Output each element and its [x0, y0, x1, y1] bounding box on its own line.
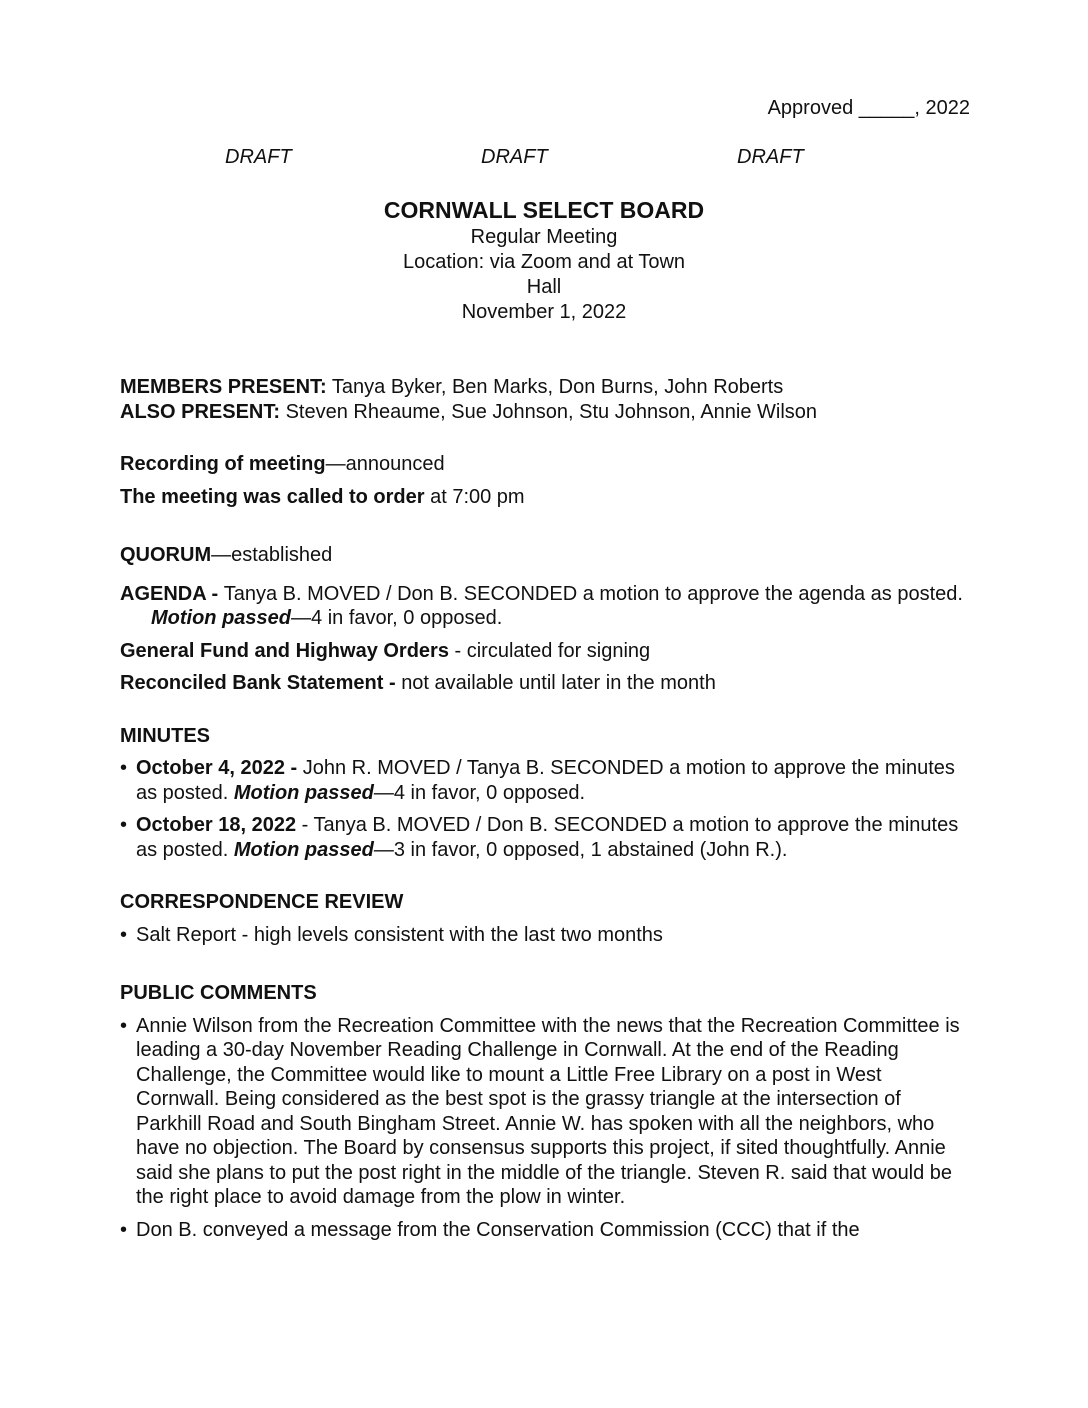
agenda-motion: Motion passed [151, 607, 292, 629]
minutes-date-label: October 18, 2022 [136, 814, 297, 836]
minutes-heading [120, 724, 970, 749]
meeting-location: Location: via Zoom and at Town [402, 251, 686, 273]
general-fund-line [120, 639, 970, 664]
minutes-item-text: John R. MOVED / Tanya B. SECONDED a motion to approve the minutes as posted. [136, 757, 955, 804]
list-item: • Salt Report - high levels consistent with the last two months [120, 923, 970, 948]
minutes-date-label: October 4, 2022 - [136, 757, 303, 779]
meeting-location-cont: Hall [526, 276, 562, 298]
call-to-order-line [120, 485, 970, 510]
list-item: • Annie Wilson from the Recreation Committee with the news that the Recreation Committee is leading a 30-day November Reading Challenge in Cornwall. At the end of the Reading Challenge, the Committee would like to mount a Little Free Library on a post in West Cornwall. Being considered as the best spot is the grassy triangle at the intersection of Parkhill Road and South Bingham Street. Annie W. has spoken with all the neighbors, who have no objection. The Board by consensus supports this project, if sited thoughtfully. Annie said she plans to put the post right in the middle of the triangle. Steven R. said that would be the right place to avoid damage from the plow in winter. [120, 1014, 970, 1210]
draft-marker: DRAFT [225, 146, 292, 168]
draft-markers [0, 146, 1088, 172]
draft-marker: DRAFT [481, 146, 548, 168]
public-comments-heading-text: PUBLIC COMMENTS [120, 982, 317, 1004]
correspondence-heading [120, 890, 970, 915]
general-fund-text: - circulated for signing [448, 639, 651, 662]
draft-marker: DRAFT [737, 146, 804, 168]
meeting-date: November 1, 2022 [461, 301, 627, 323]
recording-label: Recording of meeting [120, 453, 326, 475]
members-list: Tanya Byker, Ben Marks, Don Burns, John Roberts [331, 376, 784, 398]
quorum-text: —established [211, 544, 333, 566]
minutes-item-motion: Motion passed [233, 781, 374, 804]
agenda-line [120, 582, 970, 631]
minutes-heading-text: MINUTES [120, 724, 210, 747]
document-header [0, 196, 1088, 325]
minutes-item-text: - Tanya B. MOVED / Don B. SECONDED a motion to approve the minutes as posted. [136, 814, 959, 861]
members-present [120, 375, 970, 400]
also-list: Steven Rheaume, Sue Johnson, Stu Johnson, Annie Wilson [285, 400, 818, 423]
minutes-body [120, 375, 970, 1242]
approval-line: Approved _____, 2022 [767, 97, 970, 119]
quorum-line [120, 543, 970, 568]
agenda-result: —4 in favor, 0 opposed. [291, 607, 503, 629]
correspondence-heading-text: CORRESPONDENCE REVIEW [120, 891, 404, 913]
meeting-type: Regular Meeting [470, 226, 618, 248]
minutes-item-result: —3 in favor, 0 opposed, 1 abstained (John R.). [373, 838, 788, 861]
list-item [120, 813, 970, 862]
bank-statement-label: Reconciled Bank Statement - [120, 672, 402, 694]
bank-statement-line [120, 671, 970, 696]
agenda-text: Tanya B. MOVED / Don B. SECONDED a motion to approve the agenda as posted. [223, 582, 963, 605]
list-item [120, 756, 970, 805]
document-title: CORNWALL SELECT BOARD [383, 197, 705, 223]
bank-statement-text: not available until later in the month [401, 672, 716, 694]
general-fund-label: General Fund and Highway Orders [120, 639, 449, 662]
minutes-item-motion: Motion passed [233, 838, 374, 861]
call-to-order-text: at 7:00 pm [424, 485, 525, 508]
minutes-item-result: —4 in favor, 0 opposed. [373, 781, 586, 804]
list-item: • Don B. conveyed a message from the Conservation Commission (CCC) that if the [120, 1218, 970, 1243]
also-present [120, 400, 970, 425]
call-to-order-label: The meeting was called to order [120, 485, 425, 508]
members-label: MEMBERS PRESENT: [120, 376, 327, 398]
quorum-label: QUORUM [120, 544, 212, 566]
agenda-label: AGENDA - [120, 582, 224, 605]
also-label: ALSO PRESENT: [120, 400, 281, 423]
recording-line [120, 452, 970, 477]
public-comments-heading [120, 981, 970, 1006]
recording-text: —announced [325, 453, 445, 475]
